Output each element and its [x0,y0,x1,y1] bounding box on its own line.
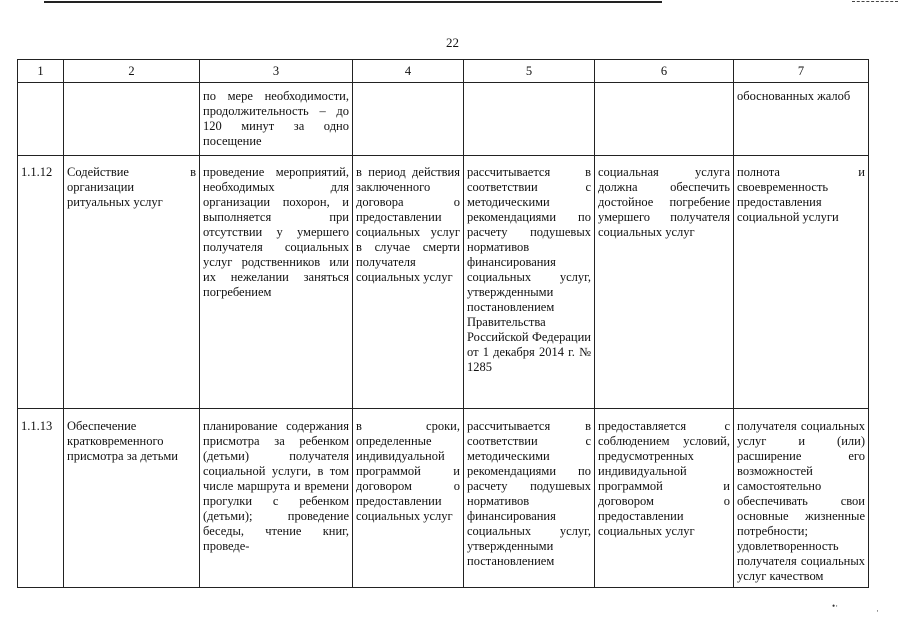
service-name-cell: Содействие в организации ритуальных услуг [64,156,200,409]
column-number: 3 [200,60,353,83]
top-rule [44,1,662,3]
service-volume-cell: предоставляется с соблюдением условий, предусмотренных индивидуальной программой и договором о предоставлении социальных услуг [595,409,734,588]
service-description-cell: по мере необходимости, продолжительность – до 120 минут за одно посещение [200,83,353,156]
service-name-cell: Обеспечение кратковременного присмотра за детьми [64,409,200,588]
service-description-cell: проведение мероприятий, необходимых для организации похорон, и выполняется при отсутствии у умершего получателя социальных услуг родственников или их нежелании заняться погребением [200,156,353,409]
column-number: 6 [595,60,734,83]
scan-speck: · [876,606,879,616]
item-number-cell [18,83,64,156]
top-rule-dashed [852,1,898,3]
column-number: 4 [353,60,464,83]
services-table [17,59,869,588]
service-terms-cell [353,83,464,156]
service-tariff-cell [464,83,595,156]
service-volume-cell: социальная услуга должна обеспечить достойное погребение умершего получателя социальных услуг [595,156,734,409]
page-number: 22 [446,35,459,50]
column-number: 7 [734,60,869,83]
service-terms-cell: в период действия заключенного договора о предоставлении социальных услуг в случае смерти получателя социальных услуг [353,156,464,409]
item-number-cell: 1.1.13 [18,409,64,588]
service-tariff-cell: рассчитывается в соответствии с методическими рекомендациями по расчету подушевых нормативов финансирования социальных услуг, утвержденными постановлением [464,409,595,588]
service-tariff-cell: рассчитывается в соответствии с методическими рекомендациями по расчету подушевых нормативов финансирования социальных услуг, утвержденными постановлением Правительства Российской Федерации от 1 декабря 2014 г. № 1285 [464,156,595,409]
service-description-cell: планирование содержания присмотра за ребенком (детьми) получателя социальной услуги, в том числе маршрута и времени прогулки с ребенком (детьми); проведение беседы, чтение книг, проведе- [200,409,353,588]
item-number-cell: 1.1.12 [18,156,64,409]
column-number-row [18,60,869,83]
table-row-1-1-12 [18,156,869,409]
service-name-cell [64,83,200,156]
column-number: 2 [64,60,200,83]
table-row-continuation [18,83,869,156]
table-row-1-1-13 [18,409,869,588]
column-number: 5 [464,60,595,83]
scan-speck: •· [832,601,839,611]
service-quality-cell: полнота и своевременность предоставления социальной услуги [734,156,869,409]
service-volume-cell [595,83,734,156]
service-terms-cell: в сроки, определенные индивидуальной программой и договором о предоставлении социальных услуг [353,409,464,588]
service-quality-cell: получателя социальных услуг и (или) расширение его возможностей самостоятельно обеспечивать свои основные жизненные потребности; удовлетворенность получателя социальных услуг качеством [734,409,869,588]
column-number: 1 [18,60,64,83]
service-quality-cell: обоснованных жалоб [734,83,869,156]
